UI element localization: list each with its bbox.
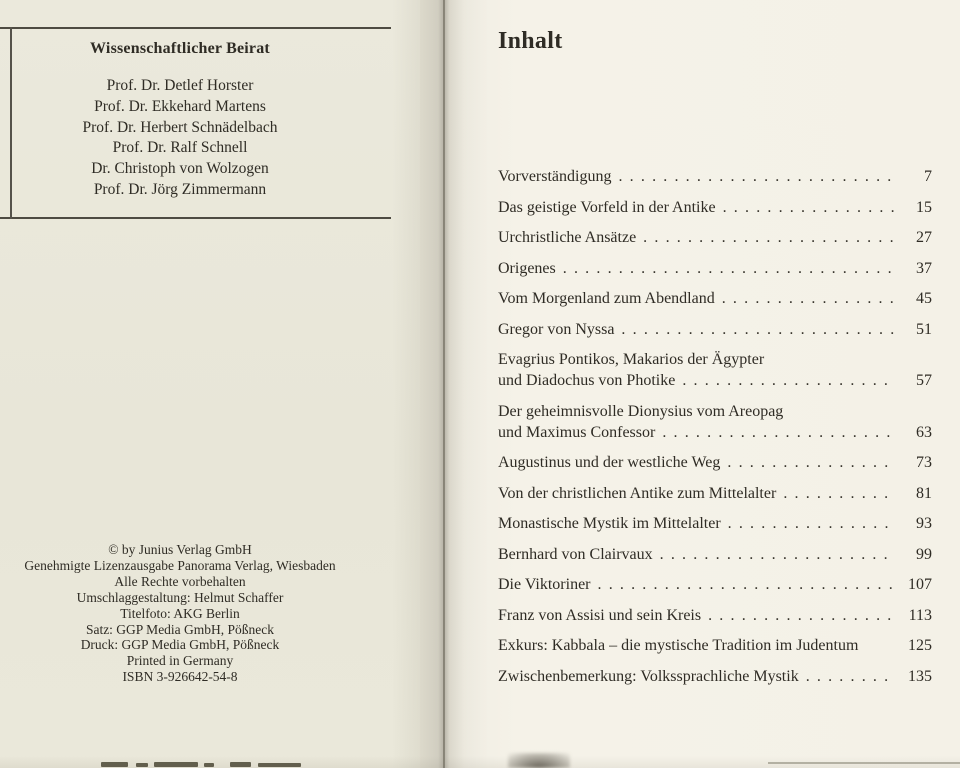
right-page (420, 0, 960, 768)
toc-heading: Inhalt (498, 28, 563, 54)
toc-page-number: 45 (916, 290, 932, 307)
scan-artifact-mark (154, 762, 198, 767)
divider-top-rule (0, 27, 391, 29)
toc-entry (498, 227, 932, 248)
toc-page-number: 73 (916, 454, 932, 471)
toc-entry (498, 605, 932, 626)
toc-entry-title: Origenes (498, 259, 556, 277)
imprint-line: Titelfoto: AKG Berlin (120, 605, 240, 621)
toc-entry-title: Vorverständigung (498, 168, 612, 185)
advisory-board-member: Prof. Dr. Ekkehard Martens (94, 97, 266, 115)
scan-artifact-smudge (508, 753, 570, 768)
imprint-line: Printed in Germany (126, 653, 234, 669)
scan-artifact-mark (230, 762, 251, 767)
toc-entry-title-continued: und Diadochus von Photike (498, 372, 676, 389)
toc-entry (498, 635, 932, 656)
toc-dot-leader (598, 574, 895, 595)
toc-entry (498, 452, 932, 473)
toc-entry-title: Urchristliche Ansätze (498, 229, 637, 246)
toc-dot-leader (682, 370, 894, 391)
toc-entry-title: Monastische Mystik im Mittelalter (498, 515, 721, 532)
divider-bottom-rule (0, 217, 391, 219)
advisory-board-member: Prof. Dr. Ralf Schnell (112, 139, 248, 157)
toc-page-number: 107 (908, 576, 932, 593)
toc-dot-leader (662, 422, 894, 443)
advisory-board-member: Prof. Dr. Herbert Schnädelbach (82, 118, 278, 136)
toc-entry (498, 166, 932, 187)
toc-entry-title: Das geistige Vorfeld in der Antike (498, 198, 716, 216)
toc-entry (498, 544, 932, 565)
toc-entry-title: Exkurs: Kabbala – die mystische Tradition im Judentum (498, 637, 859, 654)
advisory-board-member: Prof. Dr. Detlef Horster (106, 77, 254, 94)
toc-entry-title: Bernhard von Clairvaux (498, 545, 653, 563)
toc-page-number: 93 (916, 515, 932, 532)
scan-artifact-edge-line (768, 762, 960, 764)
toc-entry (498, 483, 932, 504)
imprint-line: ISBN 3-926642-54-8 (122, 669, 238, 685)
toc-dot-leader (621, 319, 894, 340)
scan-artifact-mark (136, 763, 148, 767)
toc-page-number: 99 (916, 545, 932, 563)
scan-artifact-mark (258, 763, 301, 767)
toc-entry-title-continued: und Maximus Confessor (498, 423, 656, 441)
toc-dot-leader (728, 513, 894, 534)
imprint-line: Satz: GGP Media GmbH, Pößneck (85, 621, 275, 637)
left-page (0, 0, 420, 768)
toc-entry (498, 513, 932, 534)
toc-entry-title: Zwischenbemerkung: Volkssprachliche Mystik (498, 667, 799, 685)
imprint-line: © by Junius Verlag GmbH (108, 542, 252, 557)
toc-entry-title: Von der christlichen Antike zum Mittelalter (498, 484, 777, 502)
toc-dot-leader (708, 605, 894, 626)
toc-page-number: 7 (924, 168, 932, 185)
toc-page-number: 113 (908, 606, 932, 624)
toc-entry-title: Der geheimnisvolle Dionysius vom Areopag (498, 402, 784, 420)
toc-dot-leader (618, 166, 894, 187)
toc-page-number: 125 (908, 637, 932, 654)
advisory-board-member: Dr. Christoph von Wolzogen (91, 160, 269, 178)
toc-dot-leader (643, 227, 894, 248)
toc-entry (498, 574, 932, 595)
toc-dot-leader (660, 544, 894, 565)
toc-page-number: 81 (916, 484, 932, 502)
toc-dot-leader (727, 452, 894, 473)
imprint-line: Genehmigte Lizenzausgabe Panorama Verlag, Wiesbaden (24, 557, 336, 573)
toc-entry (498, 197, 932, 218)
toc-page-number: 63 (916, 423, 932, 441)
imprint-line: Alle Rechte vorbehalten (114, 573, 246, 589)
toc-page-number: 37 (916, 259, 932, 277)
toc-dot-leader (563, 258, 894, 279)
toc-entry-title: Vom Morgenland zum Abendland (498, 290, 715, 307)
toc-dot-leader (783, 483, 894, 504)
toc-entry-title: Die Viktoriner (498, 576, 591, 593)
toc-entry (498, 288, 932, 309)
toc-page-number: 135 (908, 667, 932, 685)
advisory-board-heading: Wissenschaftlicher Beirat (90, 40, 270, 57)
imprint-line: Druck: GGP Media GmbH, Pößneck (80, 637, 280, 653)
toc-entry (498, 349, 932, 391)
toc-entry-title: Augustinus und der westliche Weg (498, 454, 721, 471)
scan-artifact-mark (204, 763, 214, 767)
toc-dot-leader (723, 197, 894, 218)
toc-page-number: 57 (916, 372, 932, 389)
toc-list (498, 166, 932, 696)
advisory-board-list (0, 76, 360, 201)
scan-artifact-mark (101, 762, 128, 767)
toc-entry (498, 319, 932, 340)
toc-page-number: 27 (916, 229, 932, 246)
imprint-line: Umschlaggestaltung: Helmut Schaffer (76, 589, 284, 605)
toc-dot-leader (806, 666, 894, 687)
toc-entry (498, 401, 932, 443)
toc-entry-title: Evagrius Pontikos, Makarios der Ägypter (498, 351, 765, 368)
imprint-block (0, 542, 360, 685)
toc-entry-title: Gregor von Nyssa (498, 320, 615, 338)
toc-entry (498, 666, 932, 687)
toc-dot-leader (722, 288, 894, 309)
toc-page-number: 15 (916, 198, 932, 216)
toc-page-number: 51 (916, 320, 932, 338)
advisory-board-member: Prof. Dr. Jörg Zimmermann (93, 180, 267, 198)
toc-entry-title: Franz von Assisi und sein Kreis (498, 606, 702, 624)
toc-entry (498, 258, 932, 279)
